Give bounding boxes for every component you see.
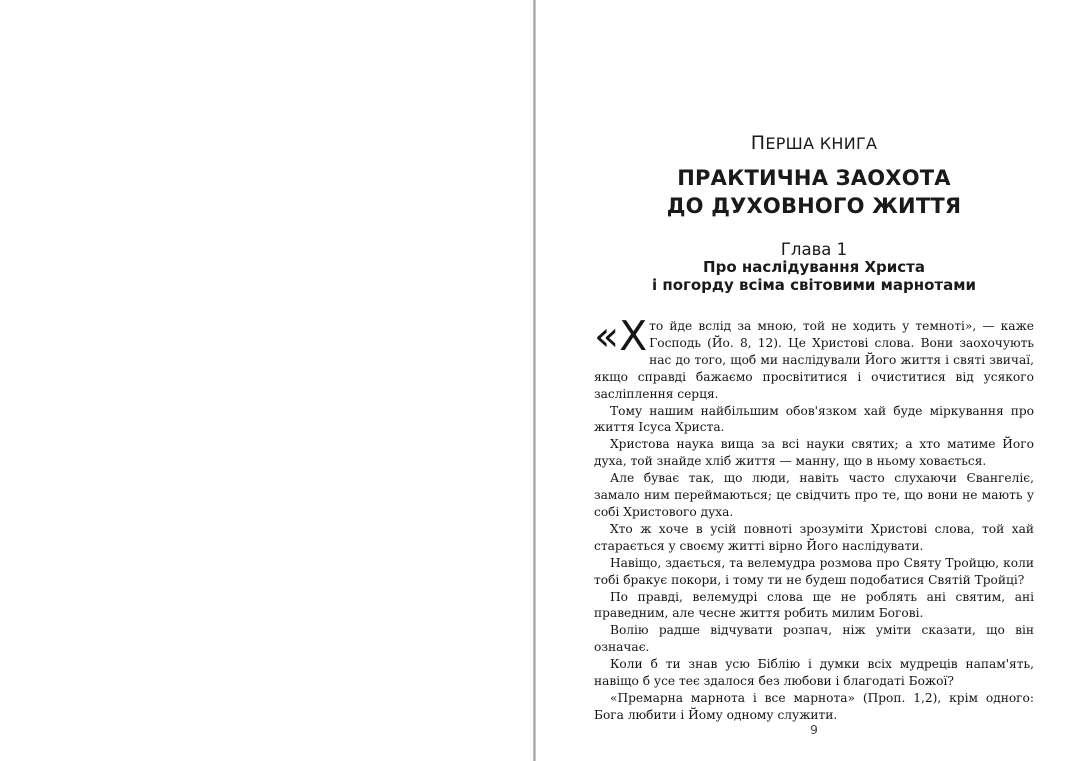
chapter-title: [594, 259, 1034, 294]
paragraph-3: Христова наука вища за всі науки святих; а хто матиме Його духа, той знайде хліб життя — манну, що в ньому ховається.: [594, 437, 1034, 469]
paragraph-9: Коли б ти знав усю Біблію і думки всіх мудреців напам'ять, навіщо б усе теє здалося без любови і благодаті Божої?: [594, 657, 1034, 689]
book-title-rest: ЕРША КНИГА: [765, 134, 878, 153]
chapter-title-line-2: і погорду всіма світовими марнотами: [651, 275, 977, 294]
paragraph-6: Навіщо, здається, та велемудра розмова про Святу Тройцю, коли тобі бракує покори, і тому ти не будеш подобатися Святій Тройці?: [594, 555, 1034, 587]
right-page: [536, 0, 1070, 761]
part-title-line-1: ПРАКТИЧНА ЗАОХОТА: [677, 166, 951, 190]
chapter-body: [594, 312, 1034, 724]
chapter-number: Глава 1: [780, 240, 848, 259]
paragraph-4: Але буває так, що люди, навіть часто слухаючи Євангеліє, замало ним переймаються; це свідчить про те, що вони не мають у собі Христового духа.: [594, 471, 1034, 519]
paragraph-2: Тому нашим найбільшим обов'язком хай буде міркування про життя Ісуса Христа.: [594, 403, 1034, 435]
drop-cap: «Х: [594, 312, 648, 360]
paragraph-7: По правді, велемудрі слова ще не роблять ані святим, ані праведним, але чесне життя робить милим Богові.: [594, 589, 1034, 621]
paragraph-5: Хто ж хоче в усій повноті зрозуміти Христові слова, той хай старається у своєму житті вірно Його наслідувати.: [594, 521, 1034, 553]
book-title: [594, 132, 1034, 154]
paragraph-8: Волію радше відчувати розпач, ніж уміти сказати, що він означає.: [594, 623, 1034, 655]
paragraph-text: то йде вслід за мною, той не ходить у темноті», — каже Господь (Йо. 8, 12). Це Христові слова. Вони заохочують нас до того, щоб ми наслідували Його життя і святі звичаї, якщо справді бажаємо просвітитися і очиститися від усякого засліплення серця.: [594, 319, 1034, 401]
paragraph-1: [594, 312, 1034, 403]
chapter-title-line-1: Про наслідування Христа: [703, 258, 925, 276]
part-title-line-2: ДО ДУХОВНОГО ЖИТТЯ: [666, 194, 962, 218]
part-title: [594, 164, 1034, 220]
page-number: 9: [810, 722, 818, 737]
paragraph-10: «Премарна марнота і все марнота» (Проп. 1,2), крім одного: Бога любити і Йому одному служити.: [594, 690, 1034, 722]
book-title-initial: П: [750, 132, 766, 154]
left-page-blank: [0, 0, 533, 761]
